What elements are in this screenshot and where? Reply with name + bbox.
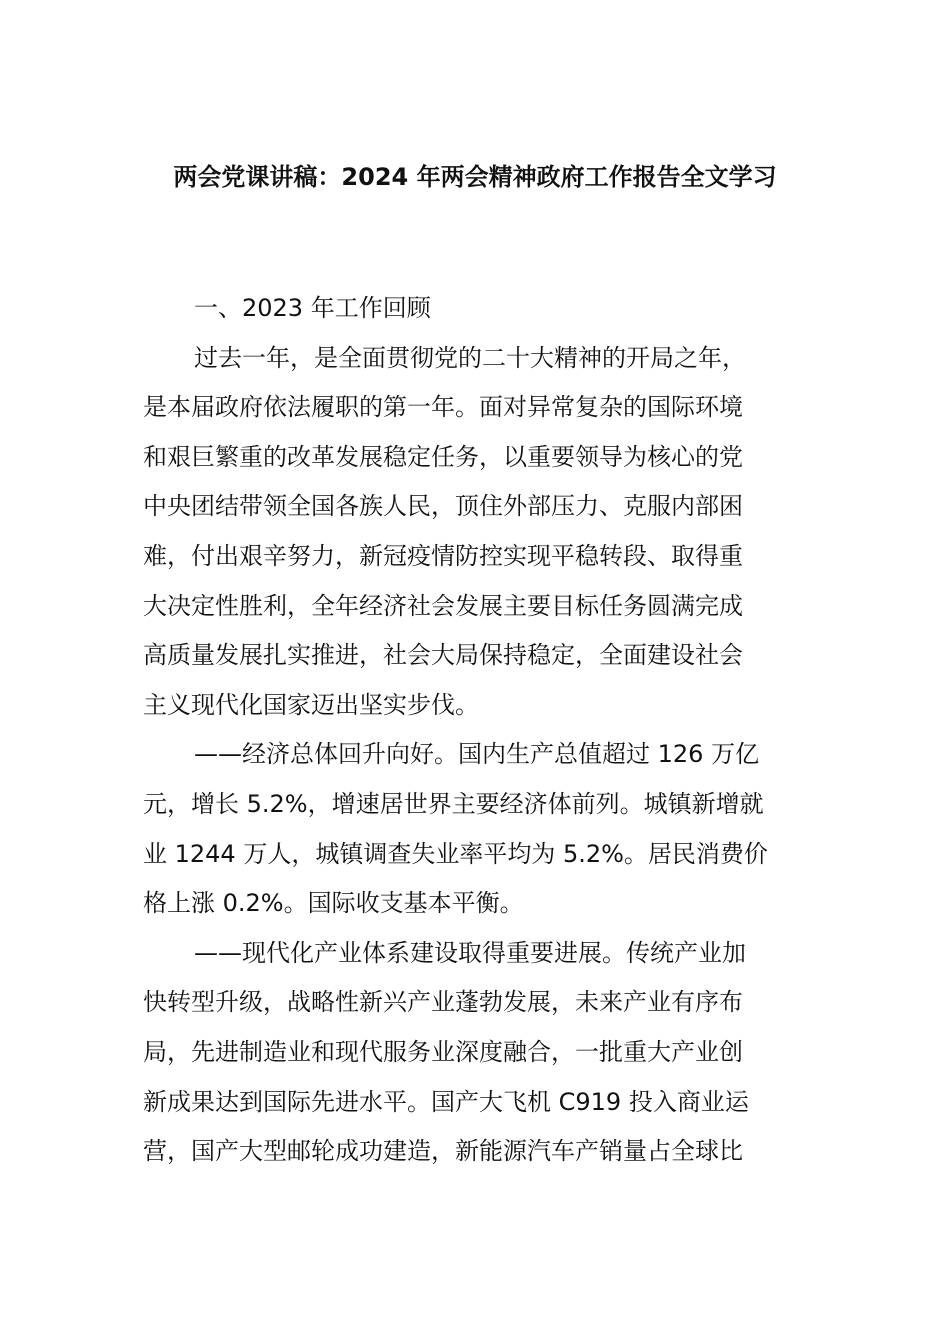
text-line: 营，国产大型邮轮成功建造，新能源汽车产销量占全球比 — [143, 1137, 743, 1166]
text-line: 难，付出艰辛努力，新冠疫情防控实现平稳转段、取得重 — [143, 541, 743, 570]
text-line: 主义现代化国家迈出坚实步伐。 — [143, 690, 479, 719]
text-line: 元，增长 5.2%，增速居世界主要经济体前列。城镇新增就 — [143, 789, 764, 818]
text-line: 格上涨 0.2%。国际收支基本平衡。 — [143, 889, 524, 918]
text-line: 大决定性胜利，全年经济社会发展主要目标任务圆满完成 — [143, 591, 743, 620]
text-line: 快转型升级，战略性新兴产业蓬勃发展，未来产业有序布 — [143, 988, 743, 1017]
text-line: 一、2023 年工作回顾 — [194, 294, 431, 322]
document-body — [143, 284, 813, 1177]
text-line: 局，先进制造业和现代服务业深度融合，一批重大产业创 — [143, 1037, 743, 1066]
text-line: 是本届政府依法履职的第一年。面对异常复杂的国际环境 — [143, 393, 743, 422]
document-title: 两会党课讲稿：2024 年两会精神政府工作报告全文学习 — [173, 163, 777, 191]
text-line: 和艰巨繁重的改革发展稳定任务，以重要领导为核心的党 — [143, 442, 743, 471]
text-line: ——现代化产业体系建设取得重要进展。传统产业加 — [194, 938, 746, 967]
text-line: 中央团结带领全国各族人民，顶住外部压力、克服内部困 — [143, 492, 743, 521]
text-line: 过去一年，是全面贯彻党的二十大精神的开局之年， — [194, 343, 746, 372]
text-line: 高质量发展扎实推进，社会大局保持稳定，全面建设社会 — [143, 641, 743, 670]
text-line: ——经济总体回升向好。国内生产总值超过 126 万亿 — [194, 740, 760, 769]
text-line: 新成果达到国际先进水平。国产大飞机 C919 投入商业运 — [143, 1087, 749, 1116]
text-line: 业 1244 万人，城镇调查失业率平均为 5.2%。居民消费价 — [143, 839, 768, 868]
